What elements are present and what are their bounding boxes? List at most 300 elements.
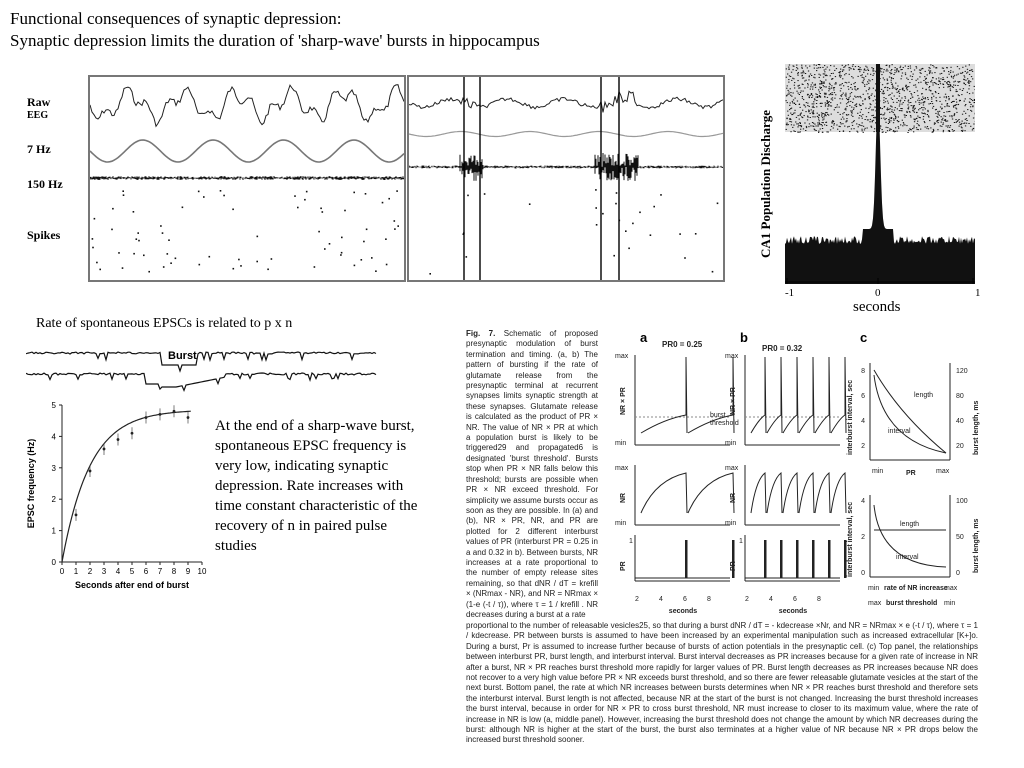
raster-dot (794, 112, 795, 113)
fig7-pr-burst-bar (812, 540, 815, 578)
raster-dot (859, 104, 860, 105)
raster-dot (788, 115, 789, 116)
epsc-x-tick-label: 0 (59, 567, 65, 576)
raster-dot (857, 88, 858, 89)
raster-dot (954, 115, 955, 116)
raster-dot (972, 105, 973, 106)
raster-dot (802, 84, 803, 85)
raster-dot (900, 69, 901, 70)
raster-dot (938, 84, 939, 85)
raster-dot (952, 96, 953, 97)
raster-dot (804, 105, 805, 106)
fig7-c-top-rtick: 120 (956, 368, 968, 375)
raster-dot (880, 114, 881, 115)
raster-dot (965, 105, 966, 106)
raster-dot (965, 125, 966, 126)
raster-dot (948, 81, 949, 82)
raster-dot (974, 99, 975, 100)
raster-dot (895, 107, 896, 108)
raster-dot (891, 82, 892, 83)
raster-dot (931, 80, 932, 81)
spike-mark (363, 241, 365, 243)
raster-dot (832, 94, 833, 95)
raster-dot (865, 119, 866, 120)
raster-dot (969, 115, 970, 116)
spike-mark (314, 266, 316, 268)
raster-dot (862, 104, 863, 105)
spike-mark (92, 238, 94, 240)
raster-dot (932, 73, 933, 74)
fig7-x-tick-label: 6 (793, 596, 797, 603)
raster-dot (797, 86, 798, 87)
raster-dot (965, 80, 966, 81)
raster-dot (937, 120, 938, 121)
raster-dot (896, 71, 897, 72)
raster-dot (883, 90, 884, 91)
raster-dot (792, 114, 793, 115)
raster-dot (790, 76, 791, 77)
raster-dot (961, 94, 962, 95)
raster-dot (823, 85, 824, 86)
spike-mark (386, 264, 388, 266)
epsc-y-tick-label: 3 (51, 463, 56, 473)
raster-dot (962, 114, 963, 115)
raster-dot (837, 112, 838, 113)
raster-dot (786, 124, 787, 125)
raster-dot (814, 99, 815, 100)
raster-dot (922, 68, 923, 69)
raster-dot (885, 98, 886, 99)
raster-dot (965, 119, 966, 120)
fig7-x-tick-label: 2 (635, 596, 639, 603)
spike-mark (397, 225, 399, 227)
raster-dot (800, 107, 801, 108)
raster-dot (834, 98, 835, 99)
raster-dot (800, 92, 801, 93)
raster-dot (811, 75, 812, 76)
raster-dot (889, 65, 890, 66)
raster-dot (863, 83, 864, 84)
spike-mark (233, 268, 235, 270)
raster-dot (930, 127, 931, 128)
raster-dot (912, 97, 913, 98)
raster-dot (913, 85, 914, 86)
raster-dot (972, 78, 973, 79)
raster-dot (925, 113, 926, 114)
raster-dot (921, 99, 922, 100)
raster-dot (840, 126, 841, 127)
raster-dot (845, 73, 846, 74)
raster-dot (883, 131, 884, 132)
raster-dot (869, 87, 870, 88)
raster-dot (845, 65, 846, 66)
raster-dot (888, 103, 889, 104)
raster-dot (816, 130, 817, 131)
raster-dot (788, 79, 789, 80)
raster-dot (893, 120, 894, 121)
raster-dot (955, 85, 956, 86)
raster-dot (839, 72, 840, 73)
raster-dot (915, 108, 916, 109)
raster-dot (952, 119, 953, 120)
raster-dot (820, 93, 821, 94)
raster-dot (871, 127, 872, 128)
raster-dot (821, 116, 822, 117)
raster-dot (787, 85, 788, 86)
raster-dot (895, 131, 896, 132)
raster-dot (812, 107, 813, 108)
raster-dot (812, 126, 813, 127)
raster-dot (819, 87, 820, 88)
raster-dot (932, 131, 933, 132)
raster-dot (814, 77, 815, 78)
raster-dot (851, 107, 852, 108)
raster-dot (891, 78, 892, 79)
raster-dot (860, 112, 861, 113)
raster-dot (817, 97, 818, 98)
raster-dot (828, 132, 829, 133)
raster-dot (796, 70, 797, 71)
raster-dot (872, 75, 873, 76)
raster-dot (868, 119, 869, 120)
raster-dot (828, 106, 829, 107)
raster-dot (792, 102, 793, 103)
raster-dot (905, 66, 906, 67)
raster-dot (889, 108, 890, 109)
raster-dot (904, 115, 905, 116)
raster-dot (945, 94, 946, 95)
fig7-nr-trace (751, 473, 846, 513)
raster-dot (814, 98, 815, 99)
raster-dot (850, 96, 851, 97)
raster-dot (939, 97, 940, 98)
raster-dot (833, 90, 834, 91)
spike-mark (324, 248, 326, 250)
raster-dot (965, 84, 966, 85)
raster-dot (848, 114, 849, 115)
raster-dot (891, 109, 892, 110)
raster-dot (892, 64, 893, 65)
raster-dot (905, 74, 906, 75)
raster-dot (812, 103, 813, 104)
raster-dot (906, 125, 907, 126)
raster-dot (873, 88, 874, 89)
raster-dot (819, 91, 820, 92)
raster-dot (927, 97, 928, 98)
raster-dot (864, 79, 865, 80)
fig7-c-bot-xlabel2: burst threshold (886, 600, 938, 607)
fig7-nr-trace (641, 473, 734, 513)
raster-dot (923, 113, 924, 114)
raster-dot (933, 66, 934, 67)
raster-dot (843, 67, 844, 68)
spike-mark (136, 238, 138, 240)
raster-dot (858, 126, 859, 127)
raster-dot (911, 71, 912, 72)
raster-dot (909, 91, 910, 92)
raster-dot (819, 83, 820, 84)
raster-dot (970, 106, 971, 107)
raster-dot (898, 71, 899, 72)
raster-ylabel: CA1 Population Discharge (758, 109, 773, 258)
spike-mark (371, 257, 373, 259)
raster-dot (806, 80, 807, 81)
raster-dot (807, 94, 808, 95)
spike-mark (199, 264, 201, 266)
raster-dot (865, 76, 866, 77)
raster-dot (944, 97, 945, 98)
raster-dot (898, 91, 899, 92)
raster-dot (969, 98, 970, 99)
raster-dot (887, 70, 888, 71)
raster-dot (917, 123, 918, 124)
raster-dot (885, 132, 886, 133)
raster-dot (890, 106, 891, 107)
raster-dot (830, 65, 831, 66)
raster-dot (933, 129, 934, 130)
raster-dot (936, 78, 937, 79)
raster-dot (869, 98, 870, 99)
fig7-x-tick-label: 6 (683, 596, 687, 603)
raster-dot (823, 83, 824, 84)
raster-dot (821, 124, 822, 125)
raster-dot (904, 100, 905, 101)
spike-mark (394, 228, 396, 230)
raster-dot (925, 71, 926, 72)
raster-dot (964, 101, 965, 102)
raster-dot (895, 116, 896, 117)
raster-dot (904, 90, 905, 91)
raster-dot (956, 89, 957, 90)
raster-dot (849, 126, 850, 127)
raster-dot (969, 74, 970, 75)
raster-dot (859, 124, 860, 125)
raster-dot (932, 65, 933, 66)
raster-dot (831, 122, 832, 123)
fig7-c-bot-length-label: length (900, 521, 920, 528)
raster-dot (864, 86, 865, 87)
epsc-trace-bottom (26, 373, 376, 390)
raster-dot (947, 127, 948, 128)
raster-dot (824, 115, 825, 116)
raster-dot (936, 83, 937, 84)
raster-dot (901, 78, 902, 79)
raster-dot (908, 107, 909, 108)
raster-dot (844, 109, 845, 110)
epsc-data-point (75, 514, 78, 517)
raster-dot (821, 87, 822, 88)
raster-dot (855, 82, 856, 83)
raster-dot (794, 82, 795, 83)
raster-dot (826, 112, 827, 113)
spike-mark (322, 211, 324, 213)
spike-mark (223, 195, 225, 197)
raster-dot (889, 121, 890, 122)
epsc-y-tick-label: 4 (51, 432, 56, 442)
raster-dot (796, 123, 797, 124)
raster-dot (848, 101, 849, 102)
fig7-x-tick-label: 8 (707, 596, 711, 603)
label-eeg: EEG (27, 110, 49, 121)
raster-dot (969, 93, 970, 94)
raster-dot (936, 121, 937, 122)
raster-dot (918, 98, 919, 99)
raster-dot (840, 77, 841, 78)
pr0-a: PR0 = 0.25 (662, 340, 703, 349)
raster-dot (845, 108, 846, 109)
burst-label: Burst (168, 350, 197, 362)
raster-dot (899, 89, 900, 90)
raster-dot (812, 89, 813, 90)
fig7-c-bot-ltick: 0 (861, 570, 865, 577)
raster-dot (802, 110, 803, 111)
raster-dot (811, 84, 812, 85)
raster-dot (832, 78, 833, 79)
raster-dot (845, 121, 846, 122)
raster-dot (900, 110, 901, 111)
raster-dot (831, 85, 832, 86)
spike-mark (660, 194, 662, 196)
raster-dot (939, 81, 940, 82)
raster-dot (848, 89, 849, 90)
raster-dot (925, 97, 926, 98)
raster-dot (909, 128, 910, 129)
spike-mark (118, 252, 120, 254)
raster-dot (789, 118, 790, 119)
raster-dot (971, 99, 972, 100)
raster-dot (874, 96, 875, 97)
raster-dot (910, 115, 911, 116)
raster-dot (847, 102, 848, 103)
raster-dot (835, 94, 836, 95)
raster-dot (868, 83, 869, 84)
eeg-panel-left (88, 75, 406, 282)
raster-dot (897, 88, 898, 89)
raster-dot (941, 119, 942, 120)
raster-dot (810, 89, 811, 90)
raster-dot (940, 83, 941, 84)
raster-dot (801, 67, 802, 68)
spike-mark (123, 194, 125, 196)
raster-dot (849, 74, 850, 75)
raster-dot (813, 113, 814, 114)
spike-mark (639, 212, 641, 214)
raster-dot (919, 100, 920, 101)
raster-dot (902, 88, 903, 89)
raster-dot (967, 69, 968, 70)
raster-dot (855, 97, 856, 98)
raster-dot (950, 70, 951, 71)
spike-mark (267, 269, 269, 271)
raster-dot (846, 82, 847, 83)
raster-dot (805, 65, 806, 66)
spike-mark (394, 220, 396, 222)
raster-dot (833, 121, 834, 122)
raster-dot (868, 89, 869, 90)
raster-dot (919, 76, 920, 77)
fig7-ylabel-pr: PR (620, 561, 627, 571)
raster-dot (883, 97, 884, 98)
raster-dot (939, 101, 940, 102)
raster-dot (826, 125, 827, 126)
raster-dot (850, 87, 851, 88)
raster-dot (912, 128, 913, 129)
fig7-ylabel-nr: NR (730, 492, 737, 503)
raster-dot (948, 99, 949, 100)
raster-dot (886, 118, 887, 119)
raster-dot (809, 95, 810, 96)
raster-dot (973, 118, 974, 119)
raster-dot (865, 98, 866, 99)
raster-dot (788, 124, 789, 125)
raster-dot (825, 80, 826, 81)
raster-dot (800, 125, 801, 126)
raster-dot (880, 71, 881, 72)
raster-dot (943, 122, 944, 123)
raster-dot (922, 109, 923, 110)
raster-dot (951, 77, 952, 78)
raster-dot (832, 120, 833, 121)
raster-dot (828, 90, 829, 91)
raster-dot (870, 107, 871, 108)
raster-dot (852, 66, 853, 67)
spike-mark (96, 262, 98, 264)
raster-dot (964, 130, 965, 131)
epsc-x-tick-label: 7 (157, 567, 163, 576)
raster-dot (927, 111, 928, 112)
raster-dot (807, 119, 808, 120)
raster-dot (871, 95, 872, 96)
raster-dot (799, 85, 800, 86)
raster-dot (836, 125, 837, 126)
raster-dot (912, 76, 913, 77)
raster-dot (854, 105, 855, 106)
raster-dot (928, 87, 929, 88)
fig7-min-label: min (615, 520, 627, 527)
raster-dot (917, 129, 918, 130)
raster-dot (958, 119, 959, 120)
raster-dot (972, 71, 973, 72)
spike-mark (318, 231, 320, 233)
ripple-150hz-trace (409, 153, 723, 181)
fig7-c-top-ylabel-right: burst length, ms (973, 400, 980, 455)
spike-mark (122, 190, 124, 192)
spike-mark (341, 252, 343, 254)
raster-dot (974, 86, 975, 87)
raster-dot (803, 91, 804, 92)
raster-dot (811, 93, 812, 94)
raster-dot (900, 67, 901, 68)
raster-dot (813, 103, 814, 104)
raster-dot (834, 109, 835, 110)
raster-dot (854, 89, 855, 90)
raster-dot (837, 104, 838, 105)
raster-dot (818, 89, 819, 90)
raster-dot (889, 67, 890, 68)
raster-dot (953, 76, 954, 77)
raster-dot (937, 129, 938, 130)
raster-dot (942, 118, 943, 119)
raster-dot (913, 111, 914, 112)
raster-dot (856, 131, 857, 132)
raster-dot (936, 67, 937, 68)
body-text: At the end of a sharp-wave burst, spontaneous EPSC frequency is very low, indicating synaptic depression. Rate increases with time constant characteristic of the recovery of n in paired pulse studies (215, 418, 418, 554)
raster-dot (863, 80, 864, 81)
raster-dot (853, 68, 854, 69)
raster-dot (789, 65, 790, 66)
raster-dot (894, 96, 895, 97)
raster-dot (822, 120, 823, 121)
